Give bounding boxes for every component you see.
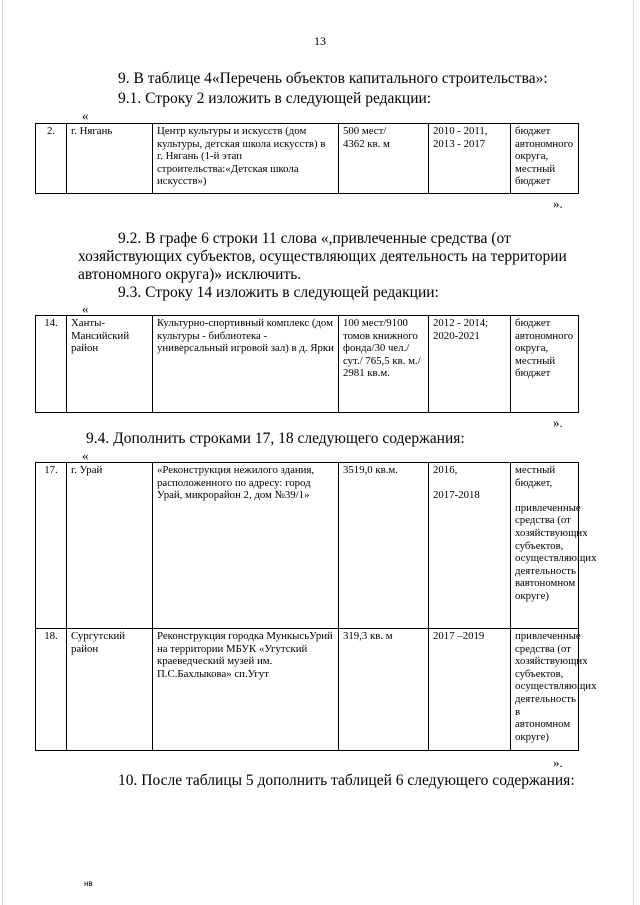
- row-source: бюджет автономного округа, местный бюджет: [511, 316, 579, 413]
- table-row: [36, 124, 579, 194]
- open-quote-2: «: [82, 301, 89, 316]
- footer-mark: нв: [84, 879, 93, 888]
- row-number: 17.: [36, 463, 67, 629]
- row-capacity: 500 мест/ 4362 кв. м: [339, 124, 429, 194]
- section-9-1-text: 9.1. Строку 2 изложить в следующей редакции:: [118, 90, 432, 107]
- table-row: [36, 463, 579, 629]
- row-number: 18.: [36, 629, 67, 751]
- section-9-2-line-1: 9.2. В графе 6 строки 11 слова «,привлеченные средства (от: [118, 230, 511, 247]
- row-object: Реконструкция городка МункысьУрий на территории МБУК «Угутский краеведческий музей им. П.С.Бахлыкова» сп.Угут: [153, 629, 339, 751]
- row-capacity: 3519,0 кв.м.: [339, 463, 429, 629]
- row-number: 14.: [36, 316, 67, 413]
- open-quote-3: «: [82, 448, 89, 463]
- close-quote-1: ».: [553, 196, 563, 211]
- row-period: 2017 –2019: [429, 629, 511, 751]
- row-object: Культурно-спортивный комплекс (дом культуры - библиотека - универсальный игровой зал) в д. Ярки: [153, 316, 339, 413]
- row-number: 2.: [36, 124, 67, 194]
- table-row: [36, 316, 579, 413]
- row-object: «Реконструкция нежилого здания, расположенного по адресу: город Урай, микрорайон 2, дом №39/1»: [153, 463, 339, 629]
- table-row-14: [35, 315, 579, 413]
- row-object: Центр культуры и искусств (дом культуры, детская школа искусств) в г. Нягань (1-й этап строительства:«Детская школа искусств»): [153, 124, 339, 194]
- row-source: бюджет автономного округа, местный бюджет: [511, 124, 579, 194]
- close-quote-2: ».: [553, 415, 563, 430]
- row-place: Сургутский район: [67, 629, 153, 751]
- page-number: 13: [314, 34, 326, 48]
- scan-edge-left: [2, 0, 3, 905]
- row-source: местный бюджет, привлеченные средства (от хозяйствующих субъектов, осуществляющих деятельность вавтономном округе): [511, 463, 579, 629]
- row-place: г. Нягань: [67, 124, 153, 194]
- section-9-2-line-3: автономного округа)» исключить.: [78, 266, 302, 283]
- section-9-4-text: 9.4. Дополнить строками 17, 18 следующего содержания:: [86, 430, 465, 447]
- section-9-heading: 9. В таблице 4«Перечень объектов капитального строительства»:: [118, 70, 548, 87]
- row-period: 2016, 2017-2018: [429, 463, 511, 629]
- section-9-2-line-2: хозяйствующих субъектов, осуществляющих деятельность на территории: [78, 248, 567, 265]
- row-capacity: 319,3 кв. м: [339, 629, 429, 751]
- table-rows-17-18: [35, 462, 597, 751]
- row-place: г. Урай: [67, 463, 153, 629]
- table-row-2: [35, 123, 579, 194]
- row-place: Ханты-Мансийский район: [67, 316, 153, 413]
- section-10-text: 10. После таблицы 5 дополнить таблицей 6 следующего содержания:: [118, 772, 575, 789]
- open-quote-1: «: [82, 108, 89, 123]
- scan-edge-right: [633, 0, 634, 905]
- row-period: 2012 - 2014; 2020-2021: [429, 316, 511, 413]
- table-row: [36, 629, 579, 751]
- section-9-3-text: 9.3. Строку 14 изложить в следующей редакции:: [118, 284, 439, 301]
- close-quote-3: ».: [553, 755, 563, 770]
- row-source: привлеченные средства (от хозяйствующих субъектов, осуществляющих деятельность в автономном округе): [511, 629, 579, 751]
- row-capacity: 100 мест/9100 томов книжного фонда/30 чел./сут./ 765,5 кв. м./ 2981 кв.м.: [339, 316, 429, 413]
- row-period: 2010 - 2011, 2013 - 2017: [429, 124, 511, 194]
